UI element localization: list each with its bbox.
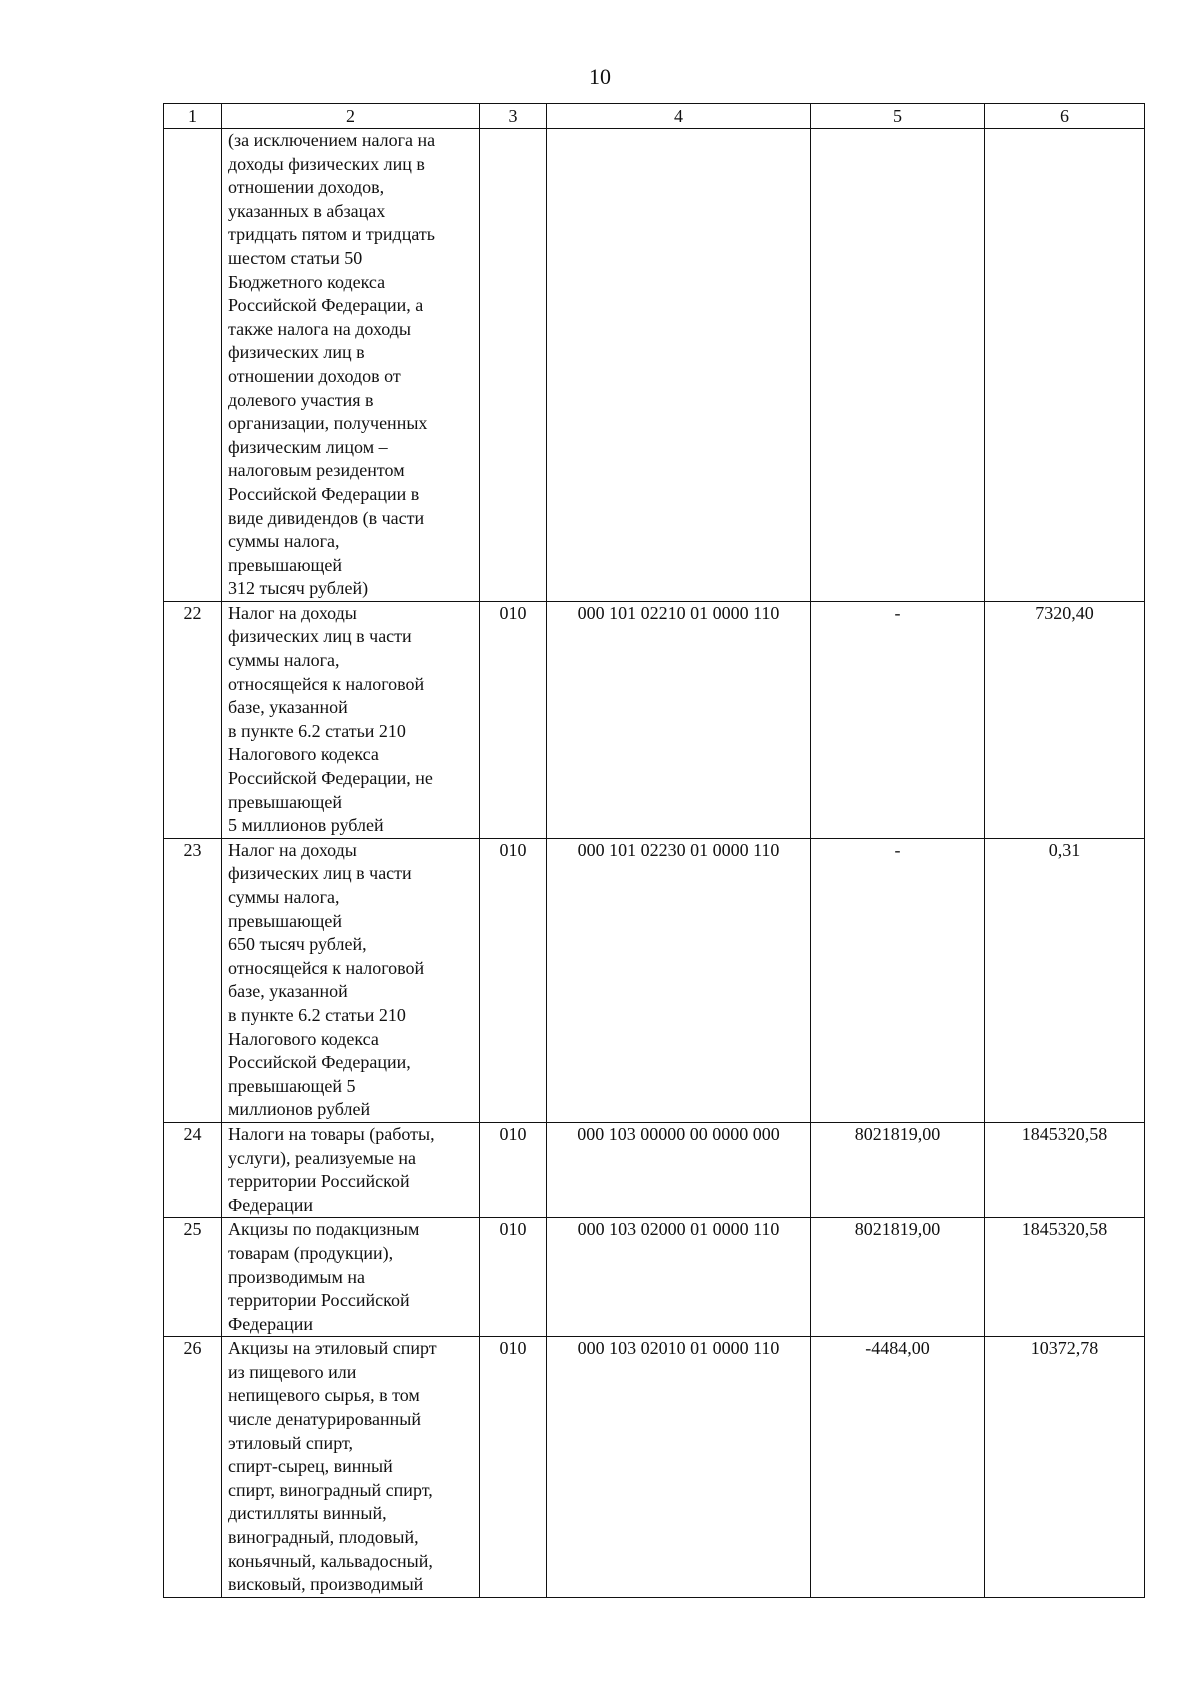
row-kbk-code: 000 101 02230 01 0000 110 [547,838,811,1122]
row-number: 26 [164,1337,222,1598]
row-admin-code: 010 [480,1337,547,1598]
row-plan-value: - [811,838,985,1122]
row-number: 23 [164,838,222,1122]
row-admin-code: 010 [480,1218,547,1337]
row-plan-value: 8021819,00 [811,1218,985,1337]
column-header: 4 [547,104,811,129]
row-kbk-code: 000 103 00000 00 0000 000 [547,1122,811,1217]
row-fact-value: 10372,78 [985,1337,1145,1598]
row-plan-value: -4484,00 [811,1337,985,1598]
row-fact-value [985,129,1145,602]
row-name [222,838,480,1122]
row-plan-value: - [811,601,985,838]
row-name-text: Акцизы на этиловый спирт из пищевого или непищевого сырья, в том числе денатурированный этиловый спирт, спирт-сырец, винный спирт, виноградный спирт, дистилляты винный, виноградный, плодовый, коньячный, кальвадосный, висковый, производимый [228,1338,437,1595]
row-name-text: (за исключением налога на доходы физических лиц в отношении доходов, указанных в абзацах тридцать пятом и тридцать шестом статьи 50 Бюджетного кодекса Российской Федерации, а также налога на доходы физических лиц в отношении доходов от долевого участия в организации, полученных физическим лицом – налоговым резидентом Российской Федерации в виде дивидендов (в части суммы налога, превышающей 312 тысяч рублей) [228,130,436,599]
row-name-text: Налог на доходы физических лиц в части суммы налога, превышающей 650 тысяч рублей, относящейся к налоговой базе, указанной в пункте 6.2 статьи 210 Налогового кодекса Российской Федерации, превышающей 5 миллионов рублей [228,839,425,1120]
row-fact-value: 0,31 [985,838,1145,1122]
row-plan-value [811,129,985,602]
row-fact-value: 1845320,58 [985,1218,1145,1337]
row-number: 25 [164,1218,222,1337]
table-row [164,838,1145,1122]
row-name [222,601,480,838]
row-fact-value: 7320,40 [985,601,1145,838]
table-row [164,129,1145,602]
column-header-row [164,104,1145,129]
row-admin-code: 010 [480,838,547,1122]
row-name-text: Налог на доходы физических лиц в части суммы налога, относящейся к налоговой базе, указанной в пункте 6.2 статьи 210 Налогового кодекса Российской Федерации, не превышающей 5 миллионов рублей [228,602,433,836]
row-name [222,1337,480,1598]
row-kbk-code: 000 101 02210 01 0000 110 [547,601,811,838]
row-name-text: Акцизы по подакцизным товарам (продукции), производимым на территории Российской Федерации [228,1219,420,1334]
row-admin-code: 010 [480,1122,547,1217]
row-plan-value: 8021819,00 [811,1122,985,1217]
row-number [164,129,222,602]
page-number: 10 [589,64,611,89]
row-kbk-code [547,129,811,602]
row-number: 24 [164,1122,222,1217]
column-header: 6 [985,104,1145,129]
row-name [222,1122,480,1217]
row-name [222,1218,480,1337]
row-number: 22 [164,601,222,838]
table-row [164,1337,1145,1598]
row-kbk-code: 000 103 02000 01 0000 110 [547,1218,811,1337]
row-name-text: Налоги на товары (работы, услуги), реализуемые на территории Российской Федерации [228,1123,435,1215]
budget-table [163,103,1145,1598]
row-fact-value: 1845320,58 [985,1122,1145,1217]
column-header: 2 [222,104,480,129]
column-header: 3 [480,104,547,129]
column-header: 1 [164,104,222,129]
row-name [222,129,480,602]
row-kbk-code: 000 103 02010 01 0000 110 [547,1337,811,1598]
row-admin-code [480,129,547,602]
table-row [164,1218,1145,1337]
row-admin-code: 010 [480,601,547,838]
table-row [164,601,1145,838]
table-row [164,1122,1145,1217]
column-header: 5 [811,104,985,129]
